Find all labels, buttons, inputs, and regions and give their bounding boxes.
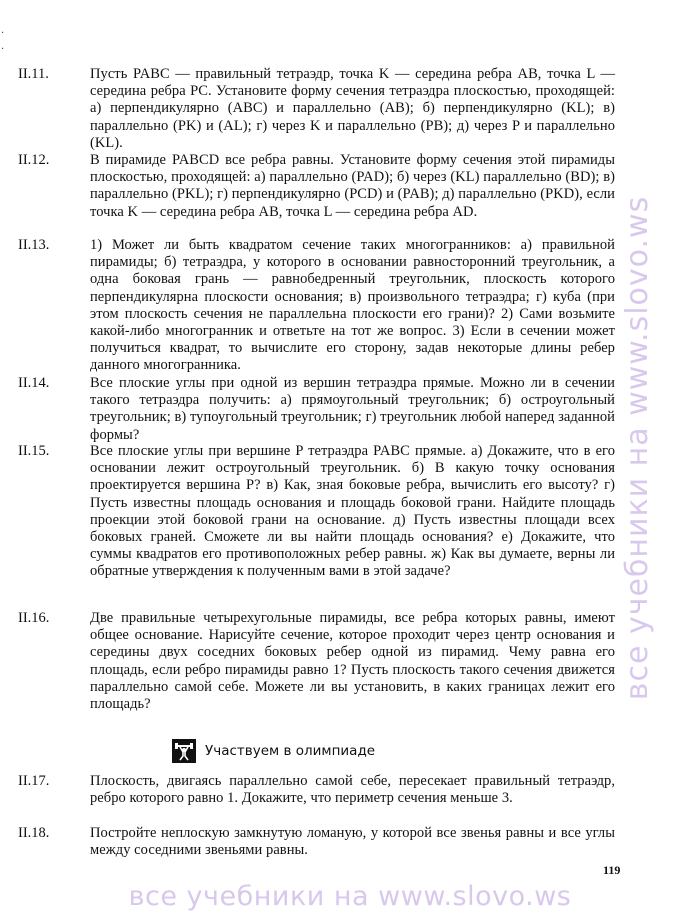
- problem-text: 1) Может ли быть квадратом сечение таких многогранников: а) правильной пирамиды; б) тетраэдра, у которого в основании равносторонний треугольник, а одна боковая грань — равнобедренный треугольник, плоскость которого перпендикулярна плоскости основания; в) произвольного тетраэдра; г) куба (при этом плоскость сечения не параллельна плоскости его грани)? 2) Сами возьмите какой-либо многогранник и ответьте на тот же вопрос. 3) Если в сечении может получиться квадрат, то вычислите его сторону, задав некоторые длины ребер данного многогранника.: [90, 237, 615, 374]
- problem-number: II.12.: [18, 152, 50, 168]
- page-number: 119: [603, 863, 621, 877]
- margin-mark: ·: [1, 44, 5, 55]
- side-watermark: все учебники на www.slovo.ws: [620, 195, 655, 701]
- problem-number: II.11.: [18, 66, 49, 82]
- olympiad-section-header: [172, 738, 375, 764]
- problem-number: II.15.: [18, 443, 50, 459]
- problem-number: II.16.: [18, 610, 50, 626]
- problem-text: Все плоские углы при одной из вершин тетраэдра прямые. Можно ли в сечении такого тетраэдра получить: а) прямоугольный треугольник; б) остроугольный треугольник; в) тупоугольный треугольник; г) треугольник любой наперед заданной формы?: [90, 375, 615, 443]
- problem-number: II.17.: [18, 773, 50, 789]
- olympiad-label: Участвуем в олимпиаде: [205, 743, 376, 759]
- problem-text: Все плоские углы при вершине P тетраэдра PABC прямые. а) Докажите, что в его основании лежит остроугольный треугольник. б) В какую точку основания проектируется вершина P? в) Как, зная боковые ребра, вычислить его высоту? г) Пусть известны площадь основания и площадь боковой грани. Найдите площадь проекции этой боковой грани на основание. д) Пусть известны площади всех боковых граней. Сможете ли вы найти площадь основания? е) Докажите, что суммы квадратов его противоположных ребер равны. ж) Как вы думаете, верны ли обратные утверждения к полученным вами в этой задаче?: [90, 443, 615, 580]
- problem-text: В пирамиде PABCD все ребра равны. Установите форму сечения этой пирамиды плоскостью, проходящей: а) параллельно (PAD); б) через (KL) параллельно (BD); в) параллельно (PKL); г) перпендикулярно (PCD) и (PAB); д) параллельно (PKD), если точка K — середина ребра AB, точка L — середина ребра AD.: [90, 152, 615, 220]
- weightlifter-icon: [172, 739, 196, 763]
- problem-text: Пусть PABC — правильный тетраэдр, точка K — середина ребра AB, точка L — середина ребра PC. Установите форму сечения тетраэдра плоскостью, проходящей: а) перпендикулярно (ABC) и параллельно (AB); б) перпендикулярно (KL); в) параллельно (PK) и (AL); г) через K и параллельно (PB); д) через P и параллельно (KL).: [90, 66, 615, 151]
- problem-number: II.18.: [18, 825, 50, 841]
- problem-text: Плоскость, двигаясь параллельно самой себе, пересекает правильный тетраэдр, ребро которого равно 1. Докажите, что периметр сечения меньше 3.: [90, 773, 615, 807]
- margin-mark: ·: [1, 28, 5, 39]
- problem-number: II.13.: [18, 237, 50, 253]
- problem-text: Постройте неплоскую замкнутую ломаную, у которой все звенья равны и все углы между соседними звеньями равны.: [90, 825, 615, 859]
- problem-number: II.14.: [18, 375, 50, 391]
- bottom-watermark: все учебники на www.slovo.ws: [128, 881, 572, 912]
- problem-text: Две правильные четырехугольные пирамиды, все ребра которых равны, имеют общее основание. Нарисуйте сечение, которое проходит через центр основания и середины двух соседних боковых ребер одной из пирамид. Чему равна его площадь, если ребро пирамиды равно 1? Пусть плоскость такого сечения движется параллельно самой себе. Можете ли вы установить, в каких границах лежит его площадь?: [90, 610, 615, 713]
